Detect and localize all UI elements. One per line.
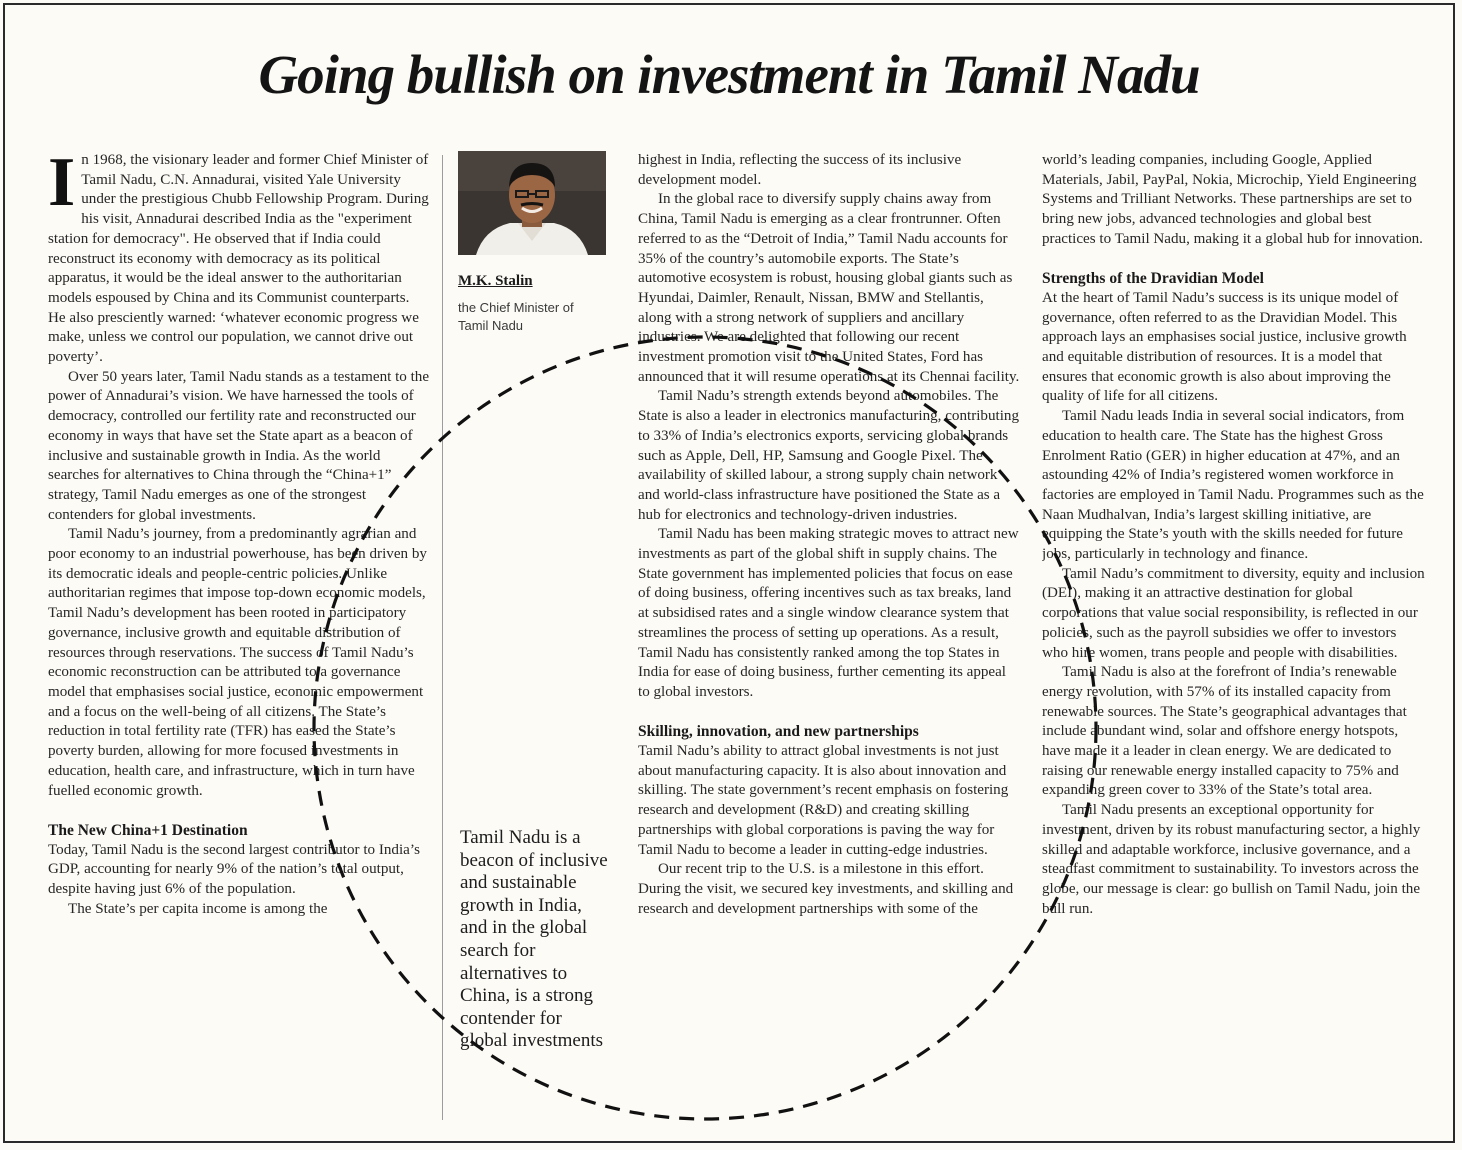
paragraph: Tamil Nadu has been making strategic moves to attract new investments as part of the global shift in supply chains. The State government has implemented policies that focus on ease of doing business, offering incentives such as tax breaks, land at subsidised rates and a single window clearance system that streamlines the process of setting up operations. As a result, Tamil Nadu has consistently ranked among the top States in India for ease of doing business, further cementing its appeal to global investors.: [638, 526, 1019, 700]
paragraph: Tamil Nadu is also at the forefront of India’s renewable energy revolution, with 57% of its installed capacity from renewable sources. The State’s geographical advantages that include abundant wind, solar and offshore energy hotspots, have made it a leader in clean energy. We are dedicated to raising our renewable energy installed capacity to 75% and expanding green cover to 33% of the State’s total area.: [1042, 664, 1407, 799]
section-heading: Skilling, innovation, and new partnerships: [638, 723, 919, 741]
headline: Going bullish on investment in Tamil Nadu: [258, 44, 1200, 105]
section-heading: Strengths of the Dravidian Model: [1042, 270, 1264, 288]
article-column-1: [48, 151, 430, 1126]
newspaper-page: [3, 3, 1455, 1143]
author-name: M.K. Stalin: [458, 273, 533, 289]
paragraph: Over 50 years later, Tamil Nadu stands as a testament to the power of Annadurai’s vision. We have harnessed the tools of democracy, controlled our fertility rate and reconstructed our economy in ways that have set the State apart as a beacon of inclusive and sustainable growth in India. As the world searches for alternatives to China through the “China+1” strategy, Tamil Nadu emerges as one of the strongest contenders for global investments.: [48, 368, 430, 523]
author-title: the Chief Minister of Tamil Nadu: [458, 300, 574, 333]
author-portrait: [458, 151, 606, 255]
paragraph: Tamil Nadu’s strength extends beyond automobiles. The State is also a leader in electronics manufacturing, contributing to 33% of India’s electronics exports, servicing global brands such as Apple, Dell, HP, Samsung and Google Pixel. The availability of skilled labour, a strong supply chain network and world-class infrastructure have positioned the State as a hub for electronics and technology-driven industries.: [638, 388, 1019, 523]
column-divider: [442, 155, 443, 1120]
drop-cap: I: [48, 151, 76, 221]
pull-quote: Tamil Nadu is a beacon of inclusive and sustainable growth in India, and in the global search for alternatives to China, is a strong contender for global investments: [460, 827, 608, 1052]
paragraph: highest in India, reflecting the success of its inclusive development model.: [638, 152, 962, 188]
paragraph: In the global race to diversify supply chains away from China, Tamil Nadu is emerging as a clear frontrunner. Often referred to as the “Detroit of India,” Tamil Nadu accounts for 35% of the country’s automobile exports. The State’s automotive ecosystem is robust, housing global giants such as Hyundai, Daimler, Renault, Nissan, BMW and Stellantis, along with a strong network of suppliers and ancillary industries. We are delighted that following our recent investment promotion visit to the United States, Ford has announced that it will resume operations at its Chennai facility.: [638, 191, 1020, 385]
opening-paragraph: [48, 151, 430, 368]
paragraph: Tamil Nadu leads India in several social indicators, from education to health care. The State has the highest Gross Enrolment Ratio (GER) in higher education at 47%, and an astounding 42% of India’s registered women workforce in factories are employed in Tamil Nadu. Programmes such as the Naan Mudhalvan, India’s largest skilling initiative, are equipping the State’s youth with the skills needed for future jobs, particularly in technology and finance.: [1042, 408, 1424, 563]
paragraph: Today, Tamil Nadu is the second largest contributor to India’s GDP, accounting for nearly 9% of the nation’s total output, despite having just 6% of the population.: [48, 841, 420, 897]
paragraph-text: n 1968, the visionary leader and former Chief Minister of Tamil Nadu, C.N. Annadurai, visited Yale University under the prestigious Chubb Fellowship Program. During his visit, Annadurai described India as the "experiment station for democracy". He observed that if India could reconstruct its economy with democracy as its political apparatus, it would be the ideal answer to the authoritarian models espoused by China and its Communist counterparts. He also presciently warned: ‘whatever economic progress we make, unless we control our population, we cannot drive out poverty’.: [48, 152, 429, 366]
author-box: [458, 151, 618, 335]
paragraph: The State’s per capita income is among the: [68, 900, 328, 917]
paragraph: At the heart of Tamil Nadu’s success is its unique model of governance, often referred to as the Dravidian Model. This approach lays an emphasises social justice, inclusive growth and equitable distribution of resources. It is a model that ensures that economic growth is also about improving the quality of life for all citizens.: [1042, 289, 1407, 405]
paragraph: Tamil Nadu presents an exceptional opportunity for investment, driven by its robust manufacturing sector, a highly skilled and adaptable workforce, inclusive governance, and a steadfast commitment to sustainability. To investors across the globe, our message is clear: go bullish on Tamil Nadu, join the bull run.: [1042, 802, 1421, 917]
paragraph: Tamil Nadu’s journey, from a predominantly agrarian and poor economy to an industrial powerhouse, has been driven by its democratic ideals and people-centric policies. Unlike authoritarian regimes that impose top-down economic models, Tamil Nadu’s development has been rooted in participatory governance, inclusive growth and equitable distribution of resources through reservations. The success of Tamil Nadu’s economic reconstruction can be attributed to a governance model that emphasises social justice, economic empowerment and a focus on the well-being of all citizens. The State’s reduction in total fertility rate (TFR) has eased the State’s poverty burden, allowing for more focused investments in education, health care, and infrastructure, which in turn have fuelled economic growth.: [48, 526, 427, 799]
section-heading: The New China+1 Destination: [48, 821, 248, 839]
paragraph: Tamil Nadu’s ability to attract global investments is not just about manufacturing capacity. It is also about innovation and skilling. The state government’s recent emphasis on fostering research and development (R&D) and creating skilling partnerships with global corporations is paving the way for Tamil Nadu to become a leader in cutting-edge industries.: [638, 743, 1009, 858]
article-column-3: [638, 151, 1020, 1126]
paragraph: world’s leading companies, including Google, Applied Materials, Jabil, PayPal, Nokia, Microchip, Yield Engineering Systems and Trilliant Networks. These partnerships are set to bring new jobs, advanced technologies and global best practices to Tamil Nadu, making it a global hub for innovation.: [1042, 152, 1423, 247]
paragraph: Our recent trip to the U.S. is a milestone in this effort. During the visit, we secured key investments, and skilling and research and development partnerships with some of the: [638, 861, 1014, 917]
paragraph: Tamil Nadu’s commitment to diversity, equity and inclusion (DEI), making it an attractive destination for global corporations that value social responsibility, is reflected in our policies, such as the payroll subsidies we offer to investors who hire women, trans people and people with disabilities.: [1042, 565, 1425, 661]
article-column-4: [1042, 151, 1426, 1126]
